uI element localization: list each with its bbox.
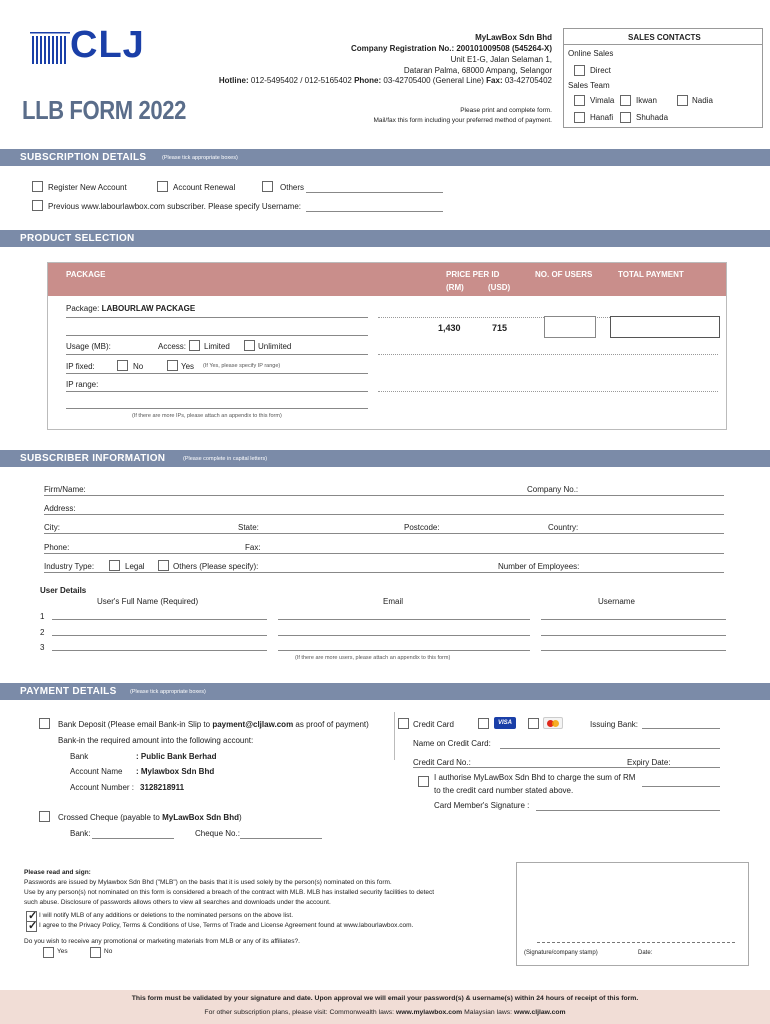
username-field[interactable]	[306, 211, 443, 212]
ip-yes-checkbox[interactable]	[167, 360, 178, 371]
promo-no-checkbox[interactable]	[90, 947, 101, 958]
city-label: City:	[44, 523, 60, 532]
footer-pre: For other subscription plans, please visit: Commonwealth laws:	[204, 1009, 395, 1016]
authorise-line-1: I authorise MyLawBox Sdn Bhd to charge the sum of RM	[434, 773, 636, 782]
authorise-checkbox[interactable]	[418, 776, 429, 787]
product-title: PRODUCT SELECTION	[20, 233, 135, 244]
address-line-2: Dataran Palma, 68000 Ampang, Selangor	[403, 66, 552, 75]
user-row-1-num: 1	[40, 612, 45, 621]
col-usd: (USD)	[488, 283, 511, 292]
issuing-bank-label: Issuing Bank:	[590, 720, 639, 729]
sales-team-label: Sales Team	[568, 81, 610, 90]
subscriber-title: SUBSCRIBER INFORMATION	[20, 453, 166, 464]
fax-value: 03-42705402	[504, 76, 552, 85]
renewal-checkbox[interactable]	[157, 181, 168, 192]
user-1-username-field[interactable]	[541, 619, 726, 620]
address-field[interactable]	[44, 514, 724, 515]
col-rm: (RM)	[446, 283, 464, 292]
logo	[28, 24, 158, 68]
company-no-label: Company No.:	[527, 485, 579, 494]
agree-terms-label: I agree to the Privacy Policy, Terms & Conditions of Use, Terms of Trade and License Agreement found at www.labourlawbox.com.	[39, 922, 414, 929]
nadia-checkbox[interactable]	[677, 95, 688, 106]
acc-name-value: : Mylawbox Sdn Bhd	[136, 767, 215, 776]
issuing-bank-field[interactable]	[642, 728, 720, 729]
country-label: Country:	[548, 523, 579, 532]
direct-label: Direct	[590, 66, 611, 75]
sig-stamp-label: (Signature/company stamp)	[524, 950, 598, 956]
agree-terms-checkbox[interactable]	[26, 921, 37, 932]
limited-label: Limited	[204, 342, 230, 351]
ikwan-label: Ikwan	[636, 96, 657, 105]
user-3-username-field[interactable]	[541, 650, 726, 651]
user-2-email-field[interactable]	[278, 635, 530, 636]
firm-label: Firm/Name:	[44, 485, 86, 494]
credit-card-checkbox[interactable]	[398, 718, 409, 729]
signature-label: Card Member's Signature :	[434, 801, 530, 810]
legal-label: Legal	[125, 562, 145, 571]
user-1-name-field[interactable]	[52, 619, 267, 620]
hanafi-label: Hanafi	[590, 113, 614, 122]
total-input[interactable]	[610, 316, 720, 338]
package-row	[66, 304, 195, 313]
cheque-post: )	[238, 813, 242, 822]
card-no-label: Credit Card No.:	[413, 758, 471, 767]
employees-label: Number of Employees:	[498, 562, 580, 571]
company-name: MyLawBox Sdn Bhd	[475, 33, 552, 42]
user-2-name-field[interactable]	[52, 635, 267, 636]
cheque-pre: Crossed Cheque (payable to	[58, 813, 160, 822]
payment-divider	[394, 712, 395, 760]
cheque-bank-field[interactable]	[92, 838, 174, 839]
visa-icon: VISA	[494, 717, 516, 729]
instruction-1: Please print and complete form.	[460, 107, 552, 114]
col-user-username: Username	[598, 597, 635, 606]
bank-deposit-checkbox[interactable]	[39, 718, 50, 729]
product-table	[47, 262, 727, 430]
user-3-name-field[interactable]	[52, 650, 267, 651]
fax-label: Fax:	[486, 76, 503, 85]
shuhada-label: Shuhada	[636, 113, 669, 122]
user-row-3-num: 3	[40, 643, 45, 652]
name-on-card-field[interactable]	[500, 748, 720, 749]
industry-others-checkbox[interactable]	[158, 560, 169, 571]
reg-label: Company Registration No.:	[351, 44, 455, 53]
footer-mid: Malaysian laws:	[464, 1009, 513, 1016]
reg-value: 200101009508 (545264-X)	[456, 44, 552, 53]
users-input[interactable]	[544, 316, 596, 338]
sales-contacts-box	[563, 28, 763, 128]
ip-yes-note: (If Yes, please specify IP range)	[203, 363, 281, 369]
card-no-field[interactable]	[413, 767, 720, 768]
address-line-1: Unit E1-G, Jalan Selaman 1,	[450, 55, 552, 64]
ip-yes-label: Yes	[181, 362, 195, 371]
unlimited-checkbox[interactable]	[244, 340, 255, 351]
sign-para-1: Passwords are issued by Mylawbox Sdn Bhd ("MLB") on the basis that it is used solely by the person(s) nominated on this form.	[24, 879, 392, 886]
industry-label: Industry Type:	[44, 562, 95, 571]
others-checkbox[interactable]	[262, 181, 273, 192]
footer-line-2	[0, 1009, 770, 1016]
user-1-email-field[interactable]	[278, 619, 530, 620]
user-details-label: User Details	[40, 586, 87, 595]
cheque-bank-label: Bank:	[70, 829, 91, 838]
legal-checkbox[interactable]	[109, 560, 120, 571]
contact-line	[219, 76, 552, 85]
payment-note: (Please tick appropriate boxes)	[130, 689, 206, 695]
col-total: TOTAL PAYMENT	[618, 270, 684, 279]
bank-deposit-post: as proof of payment)	[295, 720, 369, 729]
register-new-checkbox[interactable]	[32, 181, 43, 192]
user-3-email-field[interactable]	[278, 650, 530, 651]
city-field[interactable]	[44, 533, 724, 534]
register-new-label: Register New Account	[48, 183, 127, 192]
vimala-checkbox[interactable]	[574, 95, 585, 106]
phone-value: 03-42705400 (General Line)	[383, 76, 484, 85]
previous-label: Previous www.labourlawbox.com subscriber. Please specify Username:	[48, 202, 301, 211]
promo-yes-checkbox[interactable]	[43, 947, 54, 958]
authorise-line-2: to the credit card number stated above.	[434, 786, 574, 795]
visa-checkbox[interactable]	[478, 718, 489, 729]
subscription-note: (Please tick appropriate boxes)	[162, 155, 238, 161]
cheque-label	[58, 813, 242, 822]
price-usd: 715	[492, 323, 508, 333]
logo-text: CLJ	[70, 24, 145, 66]
package-label: Package:	[66, 304, 100, 313]
mastercard-checkbox[interactable]	[528, 718, 539, 729]
expiry-label: Expiry Date:	[627, 758, 671, 767]
ip-no-checkbox[interactable]	[117, 360, 128, 371]
nadia-label: Nadia	[692, 96, 713, 105]
vimala-label: Vimala	[590, 96, 615, 105]
form-title: LLB FORM 2022	[22, 95, 186, 125]
hanafi-checkbox[interactable]	[574, 112, 585, 123]
subscription-title: SUBSCRIPTION DETAILS	[20, 152, 147, 163]
promo-no-label: No	[104, 948, 113, 955]
users-note: (If there are more users, please attach an appendix to this form)	[295, 655, 451, 661]
col-user-email: Email	[383, 597, 404, 606]
authorise-amount-field[interactable]	[642, 786, 720, 787]
ip-fixed-label: IP fixed:	[66, 362, 95, 371]
others-field[interactable]	[306, 192, 443, 193]
usage-label: Usage (MB):	[66, 342, 111, 351]
ip-range-label: IP range:	[66, 380, 99, 389]
ip-note: (If there are more IPs, please attach an appendix to this form)	[132, 413, 282, 419]
name-on-card-label: Name on Credit Card:	[413, 739, 491, 748]
bank-label: Bank	[70, 752, 89, 761]
mastercard-icon	[543, 717, 563, 729]
firm-field[interactable]	[44, 495, 724, 496]
promo-question: Do you wish to receive any promotional or marketing materials from MLB or any of its affiliates?.	[24, 938, 300, 945]
signature-box[interactable]	[516, 862, 749, 966]
ikwan-checkbox[interactable]	[620, 95, 631, 106]
access-label: Access:	[158, 342, 187, 351]
hotline-label: Hotline:	[218, 76, 249, 85]
address-label: Address:	[44, 504, 76, 513]
cheque-no-field[interactable]	[240, 838, 322, 839]
footer-url-mylawbox[interactable]: www.mylawbox.com	[395, 1009, 463, 1016]
col-users: NO. OF USERS	[535, 270, 593, 279]
agree-notify-label: I will notify MLB of any additions or deletions to the nominated persons on the above list.	[39, 912, 294, 919]
sign-para-2: Use by any person(s) not nominated on this form is considered a breach of the contract with MLB. MLB has installed security facilities to detect	[24, 889, 435, 896]
col-package: PACKAGE	[66, 270, 106, 279]
phone-label: Phone:	[354, 76, 382, 85]
state-label: State:	[238, 523, 259, 532]
bank-deposit-label	[58, 720, 369, 729]
ip-range-field[interactable]	[66, 391, 368, 392]
sales-title: SALES CONTACTS	[628, 33, 701, 42]
bank-email[interactable]: payment@cljlaw.com	[212, 720, 294, 729]
fax-label: Fax:	[245, 543, 261, 552]
subscriber-note: (Please complete in capital letters)	[183, 456, 268, 462]
package-value: LABOURLAW PACKAGE	[101, 304, 196, 313]
unlimited-label: Unlimited	[258, 342, 292, 351]
promo-yes-label: Yes	[57, 948, 68, 955]
acc-name-label: Account Name	[70, 767, 123, 776]
shuhada-checkbox[interactable]	[620, 112, 631, 123]
sign-para-3: such abuse. Disclosure of passwords allows others to view all searches and downloads under the account.	[24, 899, 331, 906]
user-2-username-field[interactable]	[541, 635, 726, 636]
instruction-2: Mail/fax this form including your preferred method of payment.	[373, 117, 552, 124]
hotline-value: 012-5495402 / 012-5165402	[250, 76, 352, 85]
direct-checkbox[interactable]	[574, 65, 585, 76]
others-label: Others	[280, 183, 305, 192]
renewal-label: Account Renewal	[173, 183, 236, 192]
footer-url-cljlaw[interactable]: www.cljlaw.com	[513, 1009, 566, 1016]
col-price: PRICE PER ID	[446, 270, 500, 279]
previous-checkbox[interactable]	[32, 200, 43, 211]
price-rm: 1,430	[438, 323, 461, 333]
industry-others-label: Others (Please specify):	[173, 562, 259, 571]
sign-heading: Please read and sign:	[24, 869, 91, 876]
industry-field[interactable]	[44, 572, 724, 573]
phone-field[interactable]	[44, 553, 724, 554]
bank-value: : Public Bank Berhad	[136, 752, 217, 761]
phone-label: Phone:	[44, 543, 70, 552]
limited-checkbox[interactable]	[189, 340, 200, 351]
user-row-2-num: 2	[40, 628, 45, 637]
card-signature-field[interactable]	[536, 810, 720, 811]
sig-date-label: Date:	[638, 950, 653, 956]
acc-no-value: 3128218911	[140, 783, 185, 792]
payment-title: PAYMENT DETAILS	[20, 686, 117, 697]
cheque-no-label: Cheque No.:	[195, 829, 240, 838]
postcode-label: Postcode:	[404, 523, 440, 532]
footer-line-1: This form must be validated by your signature and date. Upon approval we will email your password(s) & username(s) within 24 hours of receipt of this form.	[131, 995, 639, 1002]
acc-no-label: Account Number :	[70, 783, 135, 792]
credit-card-label: Credit Card	[413, 720, 454, 729]
cheque-checkbox[interactable]	[39, 811, 50, 822]
bank-deposit-pre: Bank Deposit (Please email Bank-in Slip to	[58, 720, 211, 729]
ip-no-label: No	[133, 362, 144, 371]
company-reg	[351, 44, 552, 53]
online-sales-label: Online Sales	[568, 49, 614, 58]
cheque-payee: MyLawBox Sdn Bhd	[162, 813, 239, 822]
col-user-name: User's Full Name (Required)	[97, 597, 199, 606]
bankin-note: Bank-in the required amount into the following account:	[58, 736, 254, 745]
